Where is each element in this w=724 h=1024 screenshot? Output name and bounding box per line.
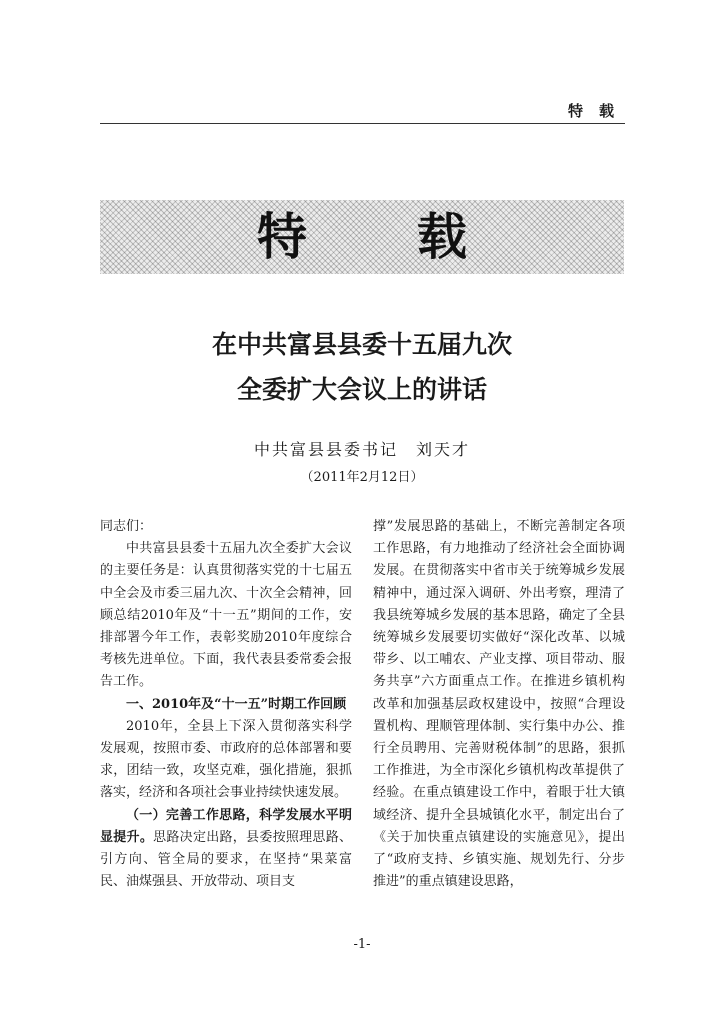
salutation: 同志们：: [100, 519, 153, 534]
section-heading: 一、2010年及“十一五”时期工作回顾: [126, 696, 347, 712]
right-column: [373, 516, 625, 893]
article-title-line-1: 在中共富县县委十五届九次: [211, 330, 512, 359]
page-number: -1-: [353, 937, 371, 952]
author-byline: 中共富县县委书记 刘天才: [253, 440, 470, 459]
section-banner: [100, 200, 624, 274]
paragraph: [100, 805, 352, 894]
paragraph-text: 思路决定出路，县委按照理思路、引方向、管全局的要求，在坚持“果菜富民、油煤强县、开放带动、项目支: [100, 829, 352, 890]
paragraph: 中共富县县委十五届九次全委扩大会议的主要任务是：认真贯彻落实党的十七届五中全会及市委三届九次、十次全会精神，回顾总结2010年及“十一五”期间的工作，安排部署今年工作，表彰奖励2010年度综合考核先进单位。下面，我代表县委常委会报告工作。: [100, 541, 352, 690]
article-title-line-2: 全委扩大会议上的讲话: [236, 375, 487, 404]
banner-title: 特载: [257, 207, 577, 266]
paragraph: 2010年，全县上下深入贯彻落实科学发展观，按照市委、市政府的总体部署和要求，团结一致，攻坚克难，强化措施，狠抓落实，经济和各项社会事业持续快速发展。: [100, 718, 352, 801]
paragraph: 撑”发展思路的基础上，不断完善制定各项工作思路，有力地推动了经济社会全面协调发展。在贯彻落实中省市关于统筹城乡发展精神中，通过深入调研、外出考察，理清了我县统筹城乡发展的基本思路，确定了全县统筹城乡发展要切实做好“深化改革、以城带乡、以工哺农、产业支撑、项目带动、服务共享”六方面重点工作。在推进乡镇机构改革和加强基层政权建设中，按照“合理设置机构、理顺管理体制、实行集中办公、推行全员聘用、完善财税体制”的思路，狠抓工作推进，为全市深化乡镇机构改革提供了经验。在重点镇建设工作中，着眼于壮大镇域经济、提升全县城镇化水平，制定出台了《关于加快重点镇建设的实施意见》，提出了“政府支持、乡镇实施、规划先行、分步推进”的重点镇建设思路，: [373, 519, 625, 890]
running-head: 特载: [567, 102, 630, 120]
header-rule: [100, 123, 625, 124]
left-column: [100, 516, 352, 893]
sub-heading: （一）完善工作思路，科学发展水平明显提升。: [100, 807, 352, 845]
speech-date: （2011年2月12日）: [300, 470, 424, 485]
